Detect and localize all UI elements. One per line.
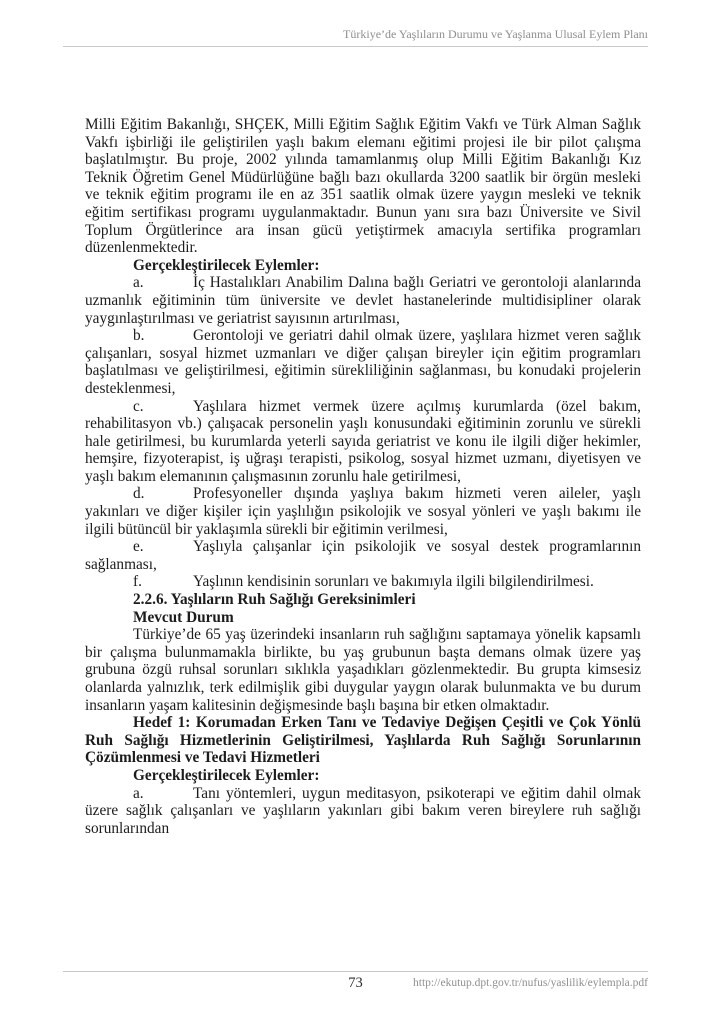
page-number: 73 xyxy=(348,975,363,991)
list-item-text: Gerontoloji ve geriatri dahil olmak üzere, yaşlılara hizmet veren sağlık çalışanları, sosyal hizmet uzmanları ve diğer çalışan bireyler için eğitim programları başlatılması ve geliştirilmesi, eğitimin sürekliliğinin sağlanması, bu konudaki projelerin desteklenmesi, xyxy=(85,327,641,397)
list-item-letter: c. xyxy=(133,397,144,415)
actions-heading-2: Gerçekleştirilecek Eylemler: xyxy=(133,766,320,784)
running-header-title: Türkiye’de Yaşlıların Durumu ve Yaşlanma Ulusal Eylem Planı xyxy=(343,27,648,41)
list-item-a2 xyxy=(85,785,641,838)
list-item-text: Yaşlılara hizmet vermek üzere açılmış kurumlarda (özel bakım, rehabilitasyon vb.) çalışacak personelin yaşlı konusundaki eğitiminin zorunlu ve sürekli hale getirilmesi, bu kurumlarda yeterli sayıda geriatrist ve konu ile ilgili diğer hekimler, hemşire, fizyoterapist, iş uğraşı terapisti, psikolog, sosyal hizmet uzmanı, diyetisyen ve yaşlı bakım elemanının çalışmasının zorunlu hale getirilmesi, xyxy=(85,397,641,485)
list-item-f1 xyxy=(85,573,641,591)
list-item-letter: b. xyxy=(133,327,145,345)
list-item-text: Yaşlının kendisinin sorunları ve bakımıyla ilgili bilgilendirilmesi. xyxy=(193,573,594,591)
list-item-c1 xyxy=(85,398,641,486)
list-item-d1 xyxy=(85,485,641,538)
section-heading: 2.2.6. Yaşlıların Ruh Sağlığı Gereksinimleri xyxy=(133,591,416,609)
status-paragraph: Türkiye’de 65 yaş üzerindeki insanların ruh sağlığını saptamaya yönelik kapsamlı bir çalışma bulunmamakla birlikte, bu yaş grubunun başta demans olmak üzere yaş grubuna özgü ruhsal sorunları sıklıkla yaşadıkları gözlenmektedir. Bu grupta kimsesiz olanlarda yalnızlık, terk edilmişlik gibi duygular yaygın olarak bulunmakta ve bu durum insanların yaşam kalitesinin değişmesinde başlı başına bir etken olmaktadır. xyxy=(85,626,641,714)
intro-paragraph: Milli Eğitim Bakanlığı, SHÇEK, Milli Eğitim Sağlık Eğitim Vakfı ve Türk Alman Sağlık Vakfı işbirliği ile geliştirilen yaşlı bakım elemanı eğitimi projesi ile bir pilot çalışma başlatılmıştır. Bu proje, 2002 yılında tamamlanmış olup Milli Eğitim Bakanlığı Kız Teknik Öğretim Genel Müdürlüğüne bağlı bazı okullarda 3200 saatlik bir örgün mesleki ve teknik eğitim programı ile en az 351 saatlik olmak üzere yaygın mesleki ve teknik eğitim sertifikası programı uygulanmaktadır. Bunun yanı sıra bazı Üniversite ve Sivil Toplum Örgütlerince ara insan gücü yetiştirmek amacıyla sertifika programları düzenlenmektedir. xyxy=(85,116,641,257)
actions-heading-1: Gerçekleştirilecek Eylemler: xyxy=(133,256,320,274)
list-item-letter: a. xyxy=(133,784,144,802)
list-item-letter: a. xyxy=(133,274,144,292)
list-item-b1 xyxy=(85,327,641,397)
list-item-text: Profesyoneller dışında yaşlıya bakım hizmeti veren aileler, yaşlı yakınları ve diğer kişiler için yaşlılığın psikolojik ve sosyal yönleri ve yaşlı bakımı ile ilgili bütüncül bir yaklaşımla sürekli bir eğitimin verilmesi, xyxy=(85,485,641,538)
list-item-text: Yaşlıyla çalışanlar için psikolojik ve sosyal destek programlarının sağlanması, xyxy=(85,538,641,573)
status-heading: Mevcut Durum xyxy=(133,608,234,626)
list-item-letter: e. xyxy=(133,538,144,556)
list-item-letter: f. xyxy=(133,573,142,591)
list-item-text: İç Hastalıkları Anabilim Dalına bağlı Geriatri ve gerontoloji alanlarında uzmanlık eğitiminin tüm üniversite ve devlet hastanelerinde multidisipliner olarak yaygınlaştırılması ve geriatrist sayısının artırılması, xyxy=(85,274,641,327)
list-item-letter: d. xyxy=(133,485,145,503)
footer-url: http://ekutup.dpt.gov.tr/nufus/yaslilik/eylempla.pdf xyxy=(413,977,648,989)
page-footer xyxy=(63,971,648,991)
list-item-text: Tanı yöntemleri, uygun meditasyon, psikoterapi ve eğitim dahil olmak üzere sağlık çalışanları ve yaşlıların yakınları gibi bakım veren bireylere ruh sağlığı sorunlarından xyxy=(85,784,641,837)
list-item-e1 xyxy=(85,538,641,573)
running-header xyxy=(63,27,648,47)
list-item-a1 xyxy=(85,274,641,327)
goal-heading: Hedef 1: Korumadan Erken Tanı ve Tedaviye Değişen Çeşitli ve Çok Yönlü Ruh Sağlığı Hizmetlerinin Geliştirilmesi, Yaşlılarda Ruh Sağlığı Sorunlarının Çözümlenmesi ve Tedavi Hizmetleri xyxy=(85,714,641,767)
page-content xyxy=(85,116,641,837)
